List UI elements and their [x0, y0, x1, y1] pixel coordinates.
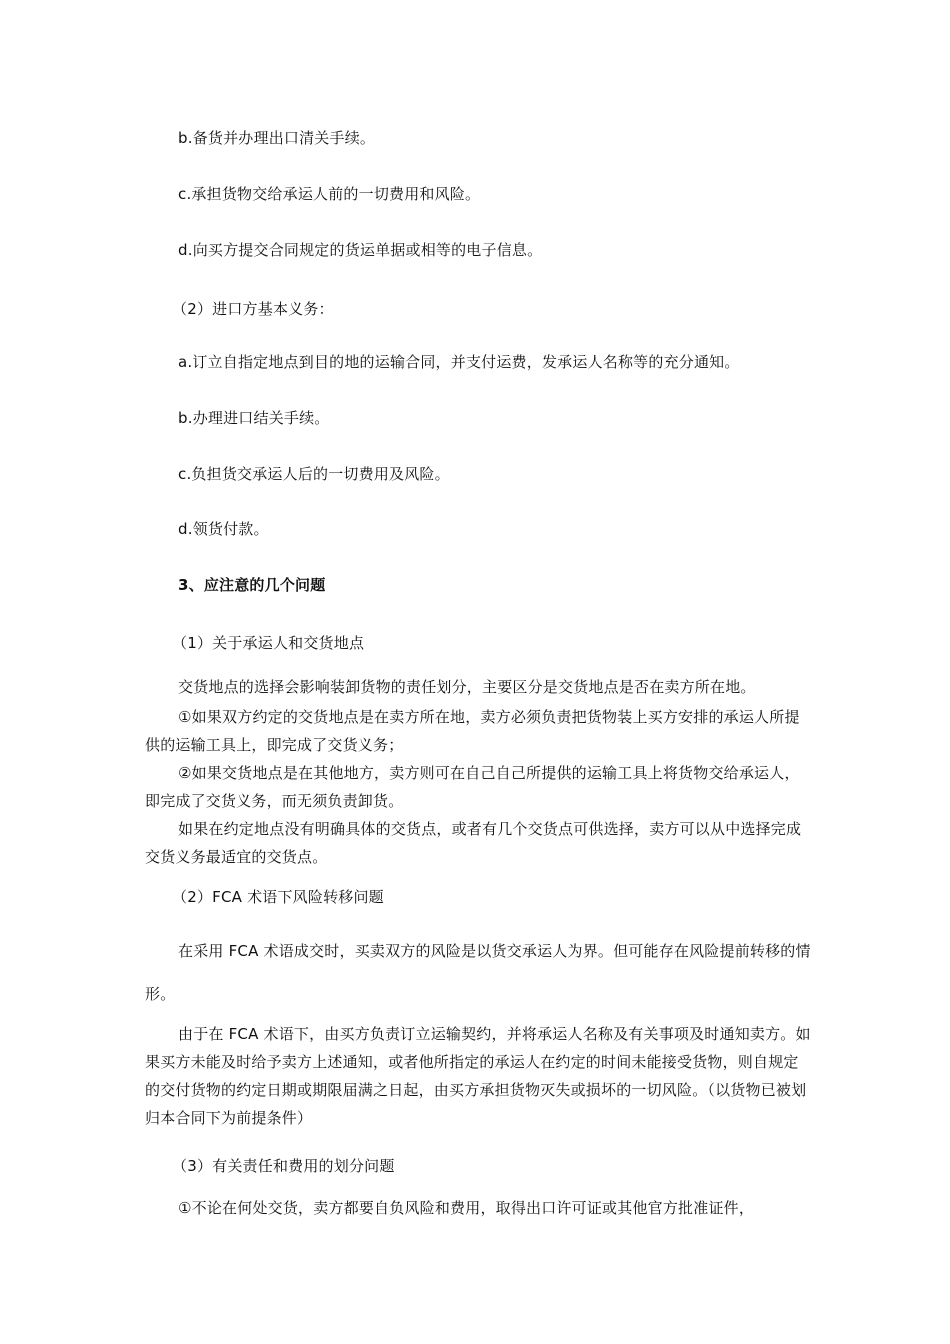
paragraph-delivery-at-seller: ①如果双方约定的交货地点是在卖方所在地，卖方必须负责把货物装上买方安排的承运人所提供的运输工具上，即完成了交货义务； [145, 708, 800, 754]
paragraph-export-clearance: b.备货并办理出口清关手续。 [178, 129, 376, 147]
paragraph-import-clearance: b.办理进口结关手续。 [178, 409, 330, 427]
subheading-liability-costs: （3）有关责任和费用的划分问题 [172, 1157, 395, 1175]
paragraph-buyer-costs-risks: c.负担货交承运人后的一切费用及风险。 [178, 465, 450, 483]
paragraph-export-license: ①不论在何处交货，卖方都要自负风险和费用，取得出口许可证或其他官方批准证件， [178, 1199, 755, 1217]
paragraph-delivery-place-choice: 交货地点的选择会影响装卸货物的责任划分，主要区分是交货地点是否在卖方所在地。 [178, 678, 756, 696]
paragraph-delivery-elsewhere: ②如果交货地点是在其他地方，卖方则可在自己自己所提供的运输工具上将货物交给承运人，即完成了交货义务，而无须负责卸货。 [145, 764, 800, 810]
paragraph-no-specific-point: 如果在约定地点没有明确具体的交货点，或者有几个交货点可供选择，卖方可以从中选择完成交货义务最适宜的交货点。 [145, 820, 802, 866]
subheading-fca-risk-transfer: （2）FCA 术语下风险转移问题 [172, 888, 384, 906]
paragraph-buyer-notice-risk: 由于在 FCA 术语下，由买方负责订立运输契约，并将承运人名称及有关事项及时通知卖方。如果买方未能及时给予卖方上述通知，或者他所指定的承运人在约定的时间未能接受货物，则自规定的交付货物的约定日期或期限届满之日起，由买方承担货物灭失或损坏的一切风险。（以货物已被划归本合同下为前提条件） [145, 1025, 811, 1127]
subheading-carrier-delivery-place: （1）关于承运人和交货地点 [172, 634, 365, 652]
section-heading-issues: 3、应注意的几个问题 [178, 576, 326, 594]
paragraph-seller-costs-risks: c.承担货物交给承运人前的一切费用和风险。 [178, 185, 481, 203]
paragraph-take-delivery-pay: d.领货付款。 [178, 520, 269, 538]
paragraph-shipping-documents: d.向买方提交合同规定的货运单据或相等的电子信息。 [178, 241, 543, 259]
heading-importer-obligations: （2）进口方基本义务： [172, 300, 334, 318]
paragraph-transport-contract: a.订立自指定地点到目的地的运输合同，并支付运费，发承运人名称等的充分通知。 [178, 353, 740, 371]
paragraph-risk-boundary: 在采用 FCA 术语成交时，买卖双方的风险是以货交承运人为界。但可能存在风险提前转移的情形。 [145, 942, 811, 1003]
